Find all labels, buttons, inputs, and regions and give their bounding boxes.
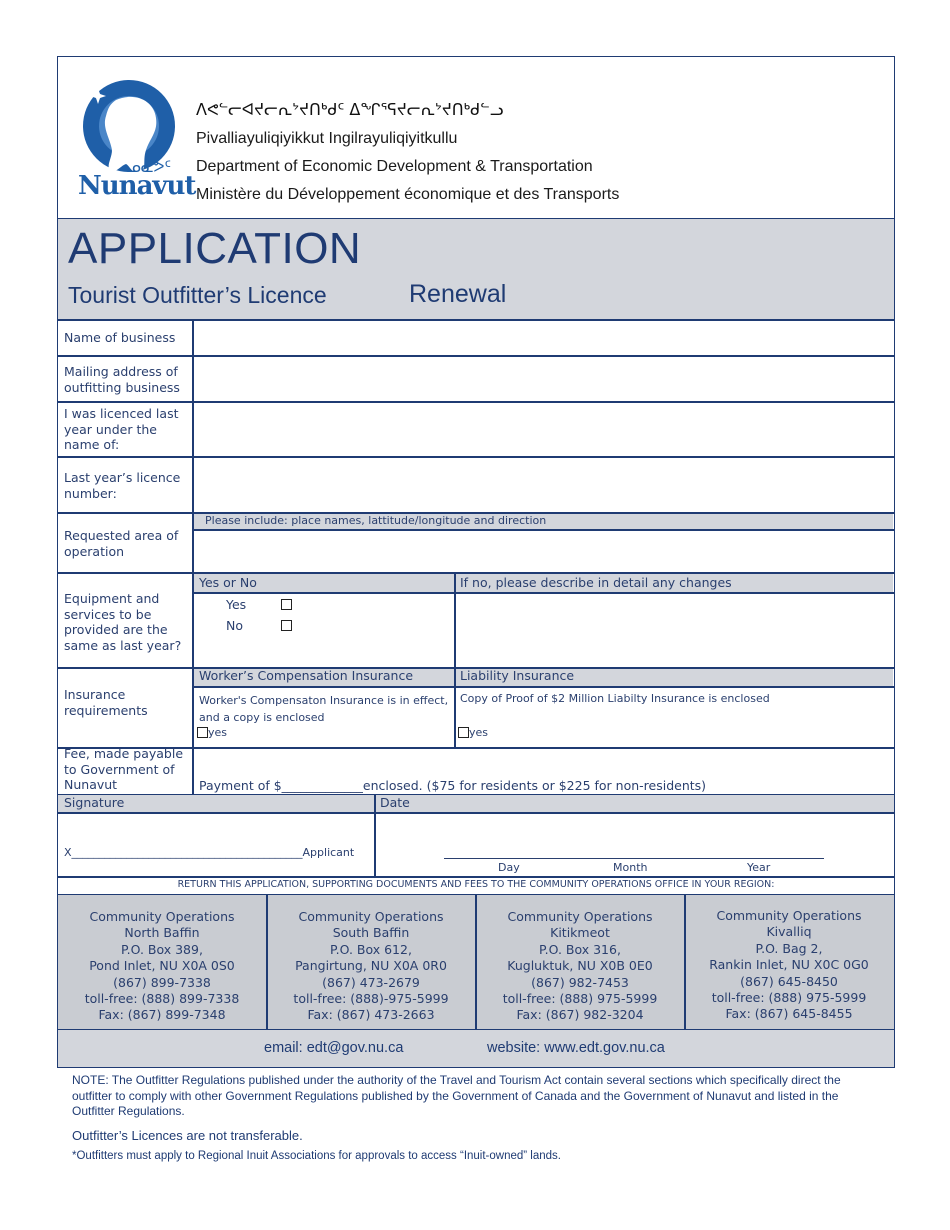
month-label: Month (613, 861, 648, 874)
mailing-address-label: Mailing address of outfitting business (64, 364, 180, 395)
office-city: Kugluktuk, NU X0B 0E0 (507, 958, 653, 974)
dept-syllabics: ᐱᕙᓪᓕᐊᔪᓕᕆᔾᔪᑎᒃᑯᑦ ᐃᖏᕐᕋᔪᓕᕆᔾᔪᑎᒃᑯᓪᓗ (196, 100, 504, 119)
office-city: Pangirtung, NU X0A 0R0 (295, 958, 447, 974)
liability-header: Liability Insurance (460, 668, 575, 683)
page-subtitle: Tourist Outfitter’s Licence (68, 282, 327, 308)
office-tollfree: toll-free: (888)-975-5999 (293, 991, 449, 1007)
liability-yes-checkbox[interactable] (458, 727, 469, 738)
requested-area-field[interactable] (194, 531, 893, 571)
insurance-label: Insurance requirements (64, 687, 148, 718)
office-region: Kitikmeot (550, 925, 610, 941)
divider (193, 686, 895, 688)
office-phone: (867) 473-2679 (322, 974, 420, 990)
regulations-note: NOTE: The Outfitter Regulations published under the authority of the Travel and Tourism Act contain several sections which specifically direct the outfitter to comply with other Government Regulations published by the Government of Canada and the Government of Nunavut and listed in the Outfitter Regulations. (72, 1073, 841, 1118)
contact-website[interactable]: website: www.edt.gov.nu.ca (487, 1040, 665, 1056)
payment-amount-field[interactable] (275, 774, 367, 792)
licence-number-label: Last year’s licence number: (64, 470, 181, 501)
office-region: Kivalliq (766, 924, 812, 940)
return-note: RETURN THIS APPLICATION, SUPPORTING DOCUMENTS AND FEES TO THE COMMUNITY OPERATIONS OFFICE IN YOUR REGION: (177, 879, 775, 890)
office-title: Community Operations (89, 909, 235, 924)
office-region: South Baffin (332, 925, 410, 941)
dept-english: Department of Economic Development & Transportation (196, 158, 593, 175)
office-box: P.O. Box 389, (121, 941, 203, 957)
wci-yes-checkbox[interactable] (197, 727, 208, 738)
office-fax: Fax: (867) 645-8455 (725, 1006, 853, 1022)
office-fax: Fax: (867) 899-7348 (98, 1007, 226, 1023)
wci-header: Worker’s Compensation Insurance (199, 668, 414, 683)
date-field[interactable] (444, 820, 824, 858)
office-north-baffin (58, 909, 266, 1024)
office-title: Community Operations (298, 909, 444, 924)
office-tollfree: toll-free: (888) 899-7338 (84, 991, 240, 1007)
office-tollfree: toll-free: (888) 975-5999 (711, 990, 867, 1006)
office-fax: Fax: (867) 473-2663 (307, 1007, 435, 1023)
wci-text: Worker's Compensaton Insurance is in effect, and a copy is enclosed (199, 694, 449, 724)
divider (454, 668, 456, 748)
office-tollfree: toll-free: (888) 975-5999 (502, 991, 658, 1007)
fee-label: Fee, made payable to Government of Nunavut (64, 746, 184, 792)
licence-number-field[interactable] (194, 458, 893, 511)
office-box: P.O. Bag 2, (755, 940, 823, 956)
signature-header-band (58, 795, 894, 812)
office-title: Community Operations (716, 908, 862, 923)
licenced-last-year-label: I was licenced last year under the name of: (64, 406, 179, 452)
name-of-business-field[interactable] (194, 321, 893, 354)
not-transferable-note: Outfitter’s Licences are not transferable. (72, 1128, 303, 1143)
date-line (444, 858, 824, 859)
date-header: Date (380, 795, 410, 810)
renewal-label: Renewal (409, 280, 507, 308)
requested-area-label: Requested area of operation (64, 528, 179, 559)
payment-text: Payment of $_____________enclosed. ($75 for residents or $225 for non-residents) (199, 778, 707, 793)
office-south-baffin (267, 909, 475, 1024)
equipment-label: Equipment and services to be provided are the same as last year? (64, 591, 182, 653)
office-phone: (867) 899-7338 (113, 974, 211, 990)
office-phone: (867) 982-7453 (531, 974, 629, 990)
office-city: Rankin Inlet, NU X0C 0G0 (709, 957, 869, 973)
year-label: Year (747, 861, 771, 874)
dept-french: Ministère du Développement économique et des Transports (196, 186, 620, 203)
office-region: North Baffin (124, 925, 200, 941)
signature-line: X__________________________________________Applicant (64, 846, 355, 859)
changes-description-field[interactable] (456, 594, 893, 666)
divider (57, 812, 895, 814)
contact-email[interactable]: email: edt@gov.nu.ca (264, 1040, 404, 1056)
requested-area-hint: Please include: place names, lattitude/longitude and direction (205, 514, 547, 527)
liability-text: Copy of Proof of $2 Million Liabilty Insurance is enclosed (460, 692, 770, 705)
mailing-address-field[interactable] (194, 357, 893, 400)
office-box: P.O. Box 316, (539, 941, 621, 957)
equipment-yes-label: Yes (226, 597, 247, 612)
office-city: Pond Inlet, NU X0A 0S0 (89, 958, 235, 974)
if-no-header: If no, please describe in detail any changes (460, 575, 732, 590)
office-box: P.O. Box 612, (330, 941, 412, 957)
liability-yes-label: yes (469, 726, 489, 739)
signature-header: Signature (64, 795, 125, 810)
logo-syllabics: ᓄᓇᕗᑦ (128, 158, 171, 176)
equipment-yes-checkbox[interactable] (281, 599, 292, 610)
divider (374, 795, 376, 876)
office-kivalliq (685, 908, 893, 1023)
equipment-no-label: No (226, 618, 243, 633)
dept-inuinnaqtun: Pivalliayuliqiyikkut Ingilrayuliqiyitkullu (196, 130, 458, 147)
licenced-last-year-field[interactable] (194, 403, 893, 455)
office-fax: Fax: (867) 982-3204 (516, 1007, 644, 1023)
name-of-business-label: Name of business (64, 330, 176, 345)
inuit-owned-note: *Outfitters must apply to Regional Inuit Associations for approvals to access “Inuit-owned” lands. (72, 1150, 561, 1162)
wci-yes-label: yes (208, 726, 228, 739)
yes-or-no-header: Yes or No (199, 575, 257, 590)
contact-band (58, 1030, 894, 1067)
office-phone: (867) 645-8450 (740, 973, 838, 989)
office-title: Community Operations (507, 909, 653, 924)
equipment-no-checkbox[interactable] (281, 620, 292, 631)
signature-field[interactable] (76, 820, 316, 858)
page-title: APPLICATION (68, 224, 362, 273)
office-kitikmeot (476, 909, 684, 1024)
logo-wordmark: Nunavut (78, 171, 196, 201)
day-label: Day (498, 861, 520, 874)
